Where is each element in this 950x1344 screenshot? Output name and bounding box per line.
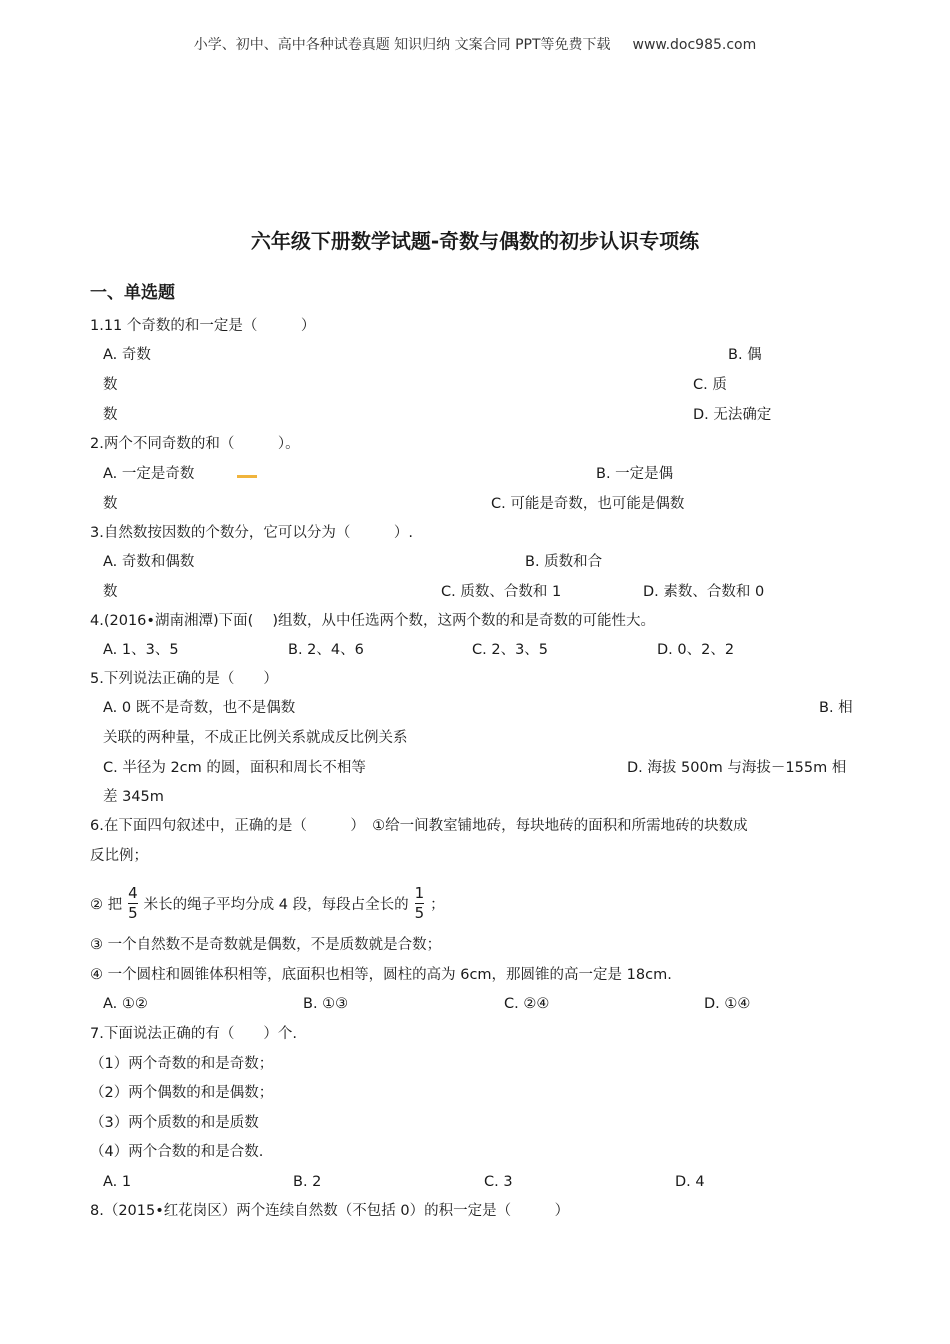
q6-option-b[interactable]: B. ①③	[303, 996, 349, 1012]
fraction-denominator: 5	[414, 903, 425, 922]
q3-option-d[interactable]: D. 素数、合数和 0	[643, 584, 765, 600]
header-site-link[interactable]: www.doc985.com	[632, 37, 757, 53]
q1-option-b-wrap: 数	[103, 377, 118, 393]
q2-option-c[interactable]: C. 可能是奇数，也可能是偶数	[491, 496, 685, 512]
fraction-four-fifths	[128, 884, 138, 923]
q5-option-d-wrap: 差 345m	[103, 789, 164, 805]
q3-option-b[interactable]: B. 质数和合	[525, 554, 603, 570]
q1-stem: 1.11 个奇数的和一定是（ ）	[90, 318, 316, 334]
q6-s2-prefix: ② 把	[90, 896, 123, 913]
header-text: 小学、初中、高中各种试卷真题 知识归纳 文案合同 PPT等免费下载	[193, 37, 611, 53]
q2-option-a[interactable]: A. 一定是奇数	[103, 466, 195, 482]
q6-option-d[interactable]: D. ①④	[704, 996, 751, 1012]
q3-stem: 3.自然数按因数的个数分，它可以分为（ ）.	[90, 525, 413, 541]
q4-option-c[interactable]: C. 2、3、5	[472, 642, 549, 658]
q5-option-c[interactable]: C. 半径为 2cm 的圆，面积和周长不相等	[103, 760, 366, 776]
q6-option-c[interactable]: C. ②④	[504, 996, 550, 1012]
q4-option-b[interactable]: B. 2、4、6	[288, 642, 364, 658]
q8-stem: 8.（2015•红花岗区）两个连续自然数（不包括 0）的积一定是（ ）	[90, 1203, 570, 1219]
q5-option-a[interactable]: A. 0 既不是奇数，也不是偶数	[103, 700, 296, 716]
q4-option-d[interactable]: D. 0、2、2	[657, 642, 735, 658]
q7-option-a[interactable]: A. 1	[103, 1174, 132, 1190]
q3-option-a[interactable]: A. 奇数和偶数	[103, 554, 195, 570]
q7-stem: 7.下面说法正确的有（ ）个.	[90, 1026, 297, 1042]
q6-s2-suffix: ；	[430, 896, 445, 913]
q1-option-c[interactable]: C. 质	[693, 377, 727, 393]
q6-stem: 6.在下面四句叙述中，正确的是（ ） ①给一间教室铺地砖，每块地砖的面积和所需地砖的块数成	[90, 818, 748, 834]
q7-statement-3: （3）两个质数的和是质数	[90, 1115, 259, 1131]
q2-option-b[interactable]: B. 一定是偶	[596, 466, 674, 482]
q5-option-b-wrap: 关联的两种量，不成正比例关系就成反比例关系	[103, 730, 408, 746]
q7-option-b[interactable]: B. 2	[293, 1174, 322, 1190]
document-title: 六年级下册数学试题-奇数与偶数的初步认识专项练	[250, 229, 700, 253]
fraction-numerator: 1	[414, 883, 425, 902]
q2-stem: 2.两个不同奇数的和（ ）。	[90, 436, 300, 452]
q7-option-c[interactable]: C. 3	[484, 1174, 513, 1190]
fraction-denominator: 5	[128, 903, 138, 922]
q1-option-c-wrap: 数	[103, 407, 118, 423]
q5-option-d[interactable]: D. 海拔 500m 与海拔－155m 相	[627, 760, 847, 776]
fraction-numerator: 4	[128, 883, 138, 902]
q1-option-d[interactable]: D. 无法确定	[693, 407, 772, 423]
q6-statement-2	[90, 882, 445, 924]
q6-statement-3: ③ 一个自然数不是奇数就是偶数，不是质数就是合数；	[90, 937, 442, 953]
q4-stem: 4.(2016•湖南湘潭)下面( )组数，从中任选两个数，这两个数的和是奇数的可能性大。	[90, 613, 656, 629]
section-heading: 一、单选题	[90, 283, 175, 303]
highlight-mark	[237, 475, 257, 478]
q6-stem-wrap: 反比例；	[90, 848, 148, 864]
fraction-one-fifth	[415, 884, 425, 923]
page-header	[0, 34, 950, 54]
q6-s2-middle: 米长的绳子平均分成 4 段，每段占全长的	[143, 896, 409, 913]
q3-option-b-wrap: 数	[103, 584, 118, 600]
q7-option-d[interactable]: D. 4	[675, 1174, 705, 1190]
q6-statement-4: ④ 一个圆柱和圆锥体积相等，底面积也相等，圆柱的高为 6cm，那圆锥的高一定是 18cm.	[90, 967, 672, 983]
q2-option-b-wrap: 数	[103, 496, 118, 512]
q1-option-b[interactable]: B. 偶	[728, 347, 762, 363]
q6-option-a[interactable]: A. ①②	[103, 996, 148, 1012]
q1-option-a[interactable]: A. 奇数	[103, 347, 151, 363]
q4-option-a[interactable]: A. 1、3、5	[103, 642, 179, 658]
q5-stem: 5.下列说法正确的是（ ）	[90, 671, 278, 687]
q7-statement-1: （1）两个奇数的和是奇数；	[90, 1056, 274, 1072]
q7-statement-2: （2）两个偶数的和是偶数；	[90, 1085, 274, 1101]
q5-option-b[interactable]: B. 相	[819, 700, 853, 716]
q7-statement-4: （4）两个合数的和是合数.	[90, 1144, 264, 1160]
q3-option-c[interactable]: C. 质数、合数和 1	[441, 584, 562, 600]
